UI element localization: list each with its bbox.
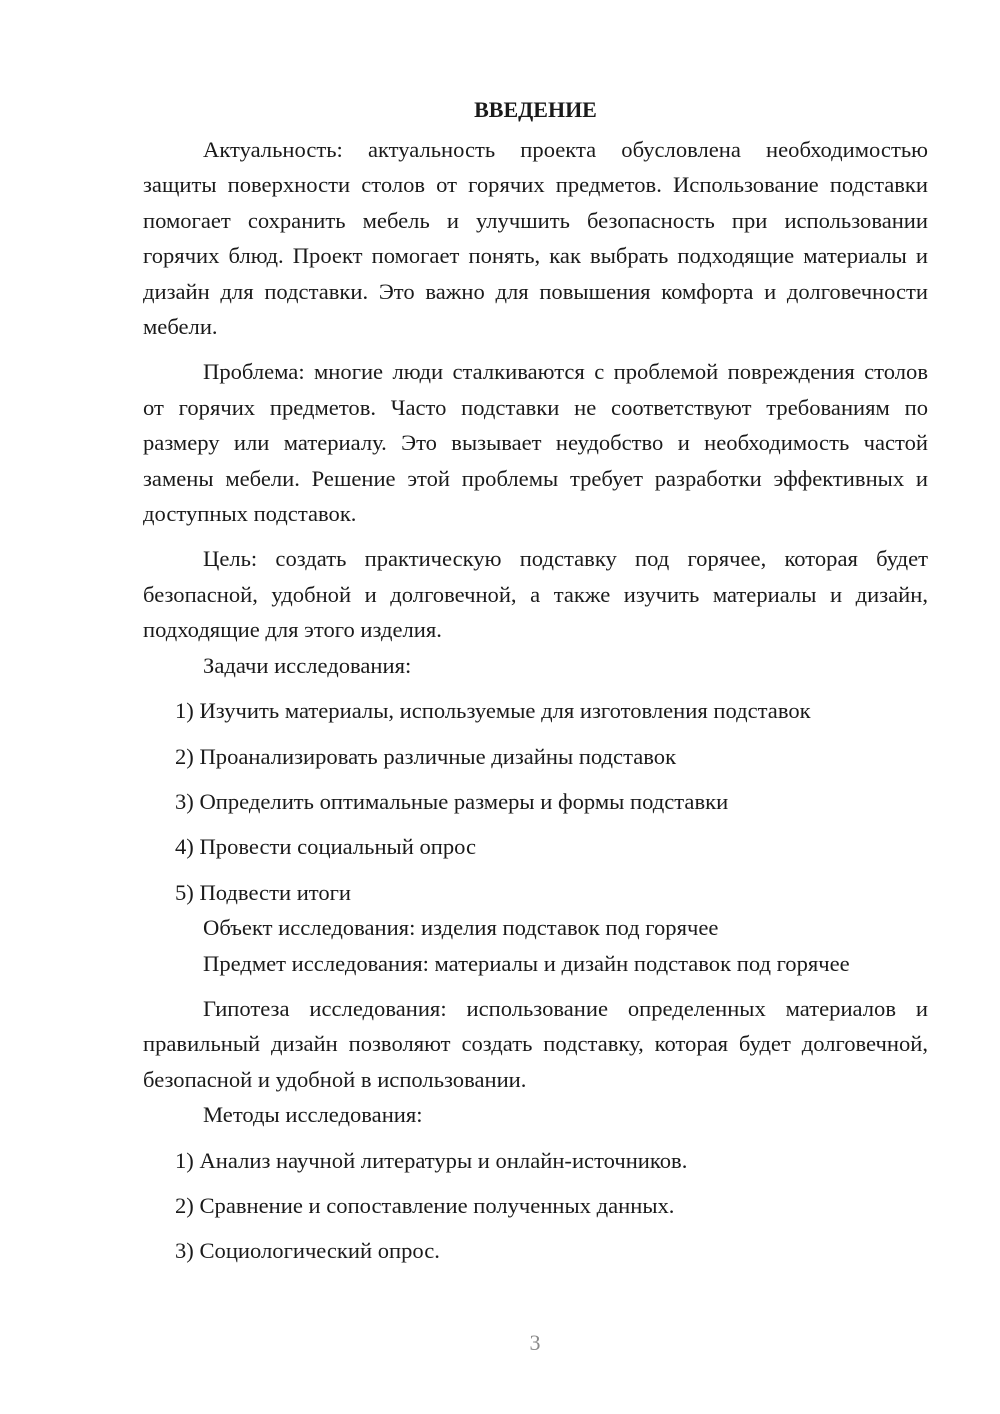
task-item: 3) Определить оптимальные размеры и формы подставки <box>175 788 729 814</box>
paragraph-goal: Цель: создать практическую подставку под горячее, которая будет безопасной, удобной и долговечной, а также изучить материалы и дизайн, подходящие для этого изделия. <box>143 546 928 643</box>
paragraph-hypothesis: Гипотеза исследования: использование определенных материалов и правильный дизайн позволяют создать подставку, которая будет долговечной, безопасной и удобной в использовании. <box>143 995 928 1092</box>
methods-heading: Методы исследования: <box>203 1102 423 1128</box>
paragraph-relevance: Актуальность: актуальность проекта обусловлена необходимостью защиты поверхности столов от горячих предметов. Использование подставки помогает сохранить мебель и улучшить безопасность при использовании горячих блюд. Проект помогает понять, как выбрать подходящие материалы и дизайн для подставки. Это важно для повышения комфорта и долговечности мебели. <box>143 137 928 340</box>
page-title: ВВЕДЕНИЕ <box>474 97 597 122</box>
method-item: 3) Социологический опрос. <box>175 1238 440 1264</box>
task-item: 4) Провести социальный опрос <box>175 834 477 860</box>
method-item: 1) Анализ научной литературы и онлайн-источников. <box>175 1147 688 1173</box>
tasks-heading: Задачи исследования: <box>203 652 412 678</box>
method-item: 2) Сравнение и сопоставление полученных данных. <box>175 1192 675 1218</box>
object-line: Объект исследования: изделия подставок под горячее <box>203 915 719 941</box>
task-item: 2) Проанализировать различные дизайны подставок <box>175 743 677 769</box>
page-number: 3 <box>529 1330 541 1355</box>
task-item: 1) Изучить материалы, используемые для изготовления подставок <box>175 698 811 724</box>
paragraph-problem: Проблема: многие люди сталкиваются с проблемой повреждения столов от горячих предметов. Часто подставки не соответствуют требованиям по размеру или материалу. Это вызывает неудобство и необходимость частой замены мебели. Решение этой проблемы требует разработки эффективных и доступных подставок. <box>143 359 928 527</box>
task-item: 5) Подвести итоги <box>175 879 352 905</box>
subject-line: Предмет исследования: материалы и дизайн подставок под горячее <box>203 950 850 976</box>
document-page <box>143 92 928 1269</box>
